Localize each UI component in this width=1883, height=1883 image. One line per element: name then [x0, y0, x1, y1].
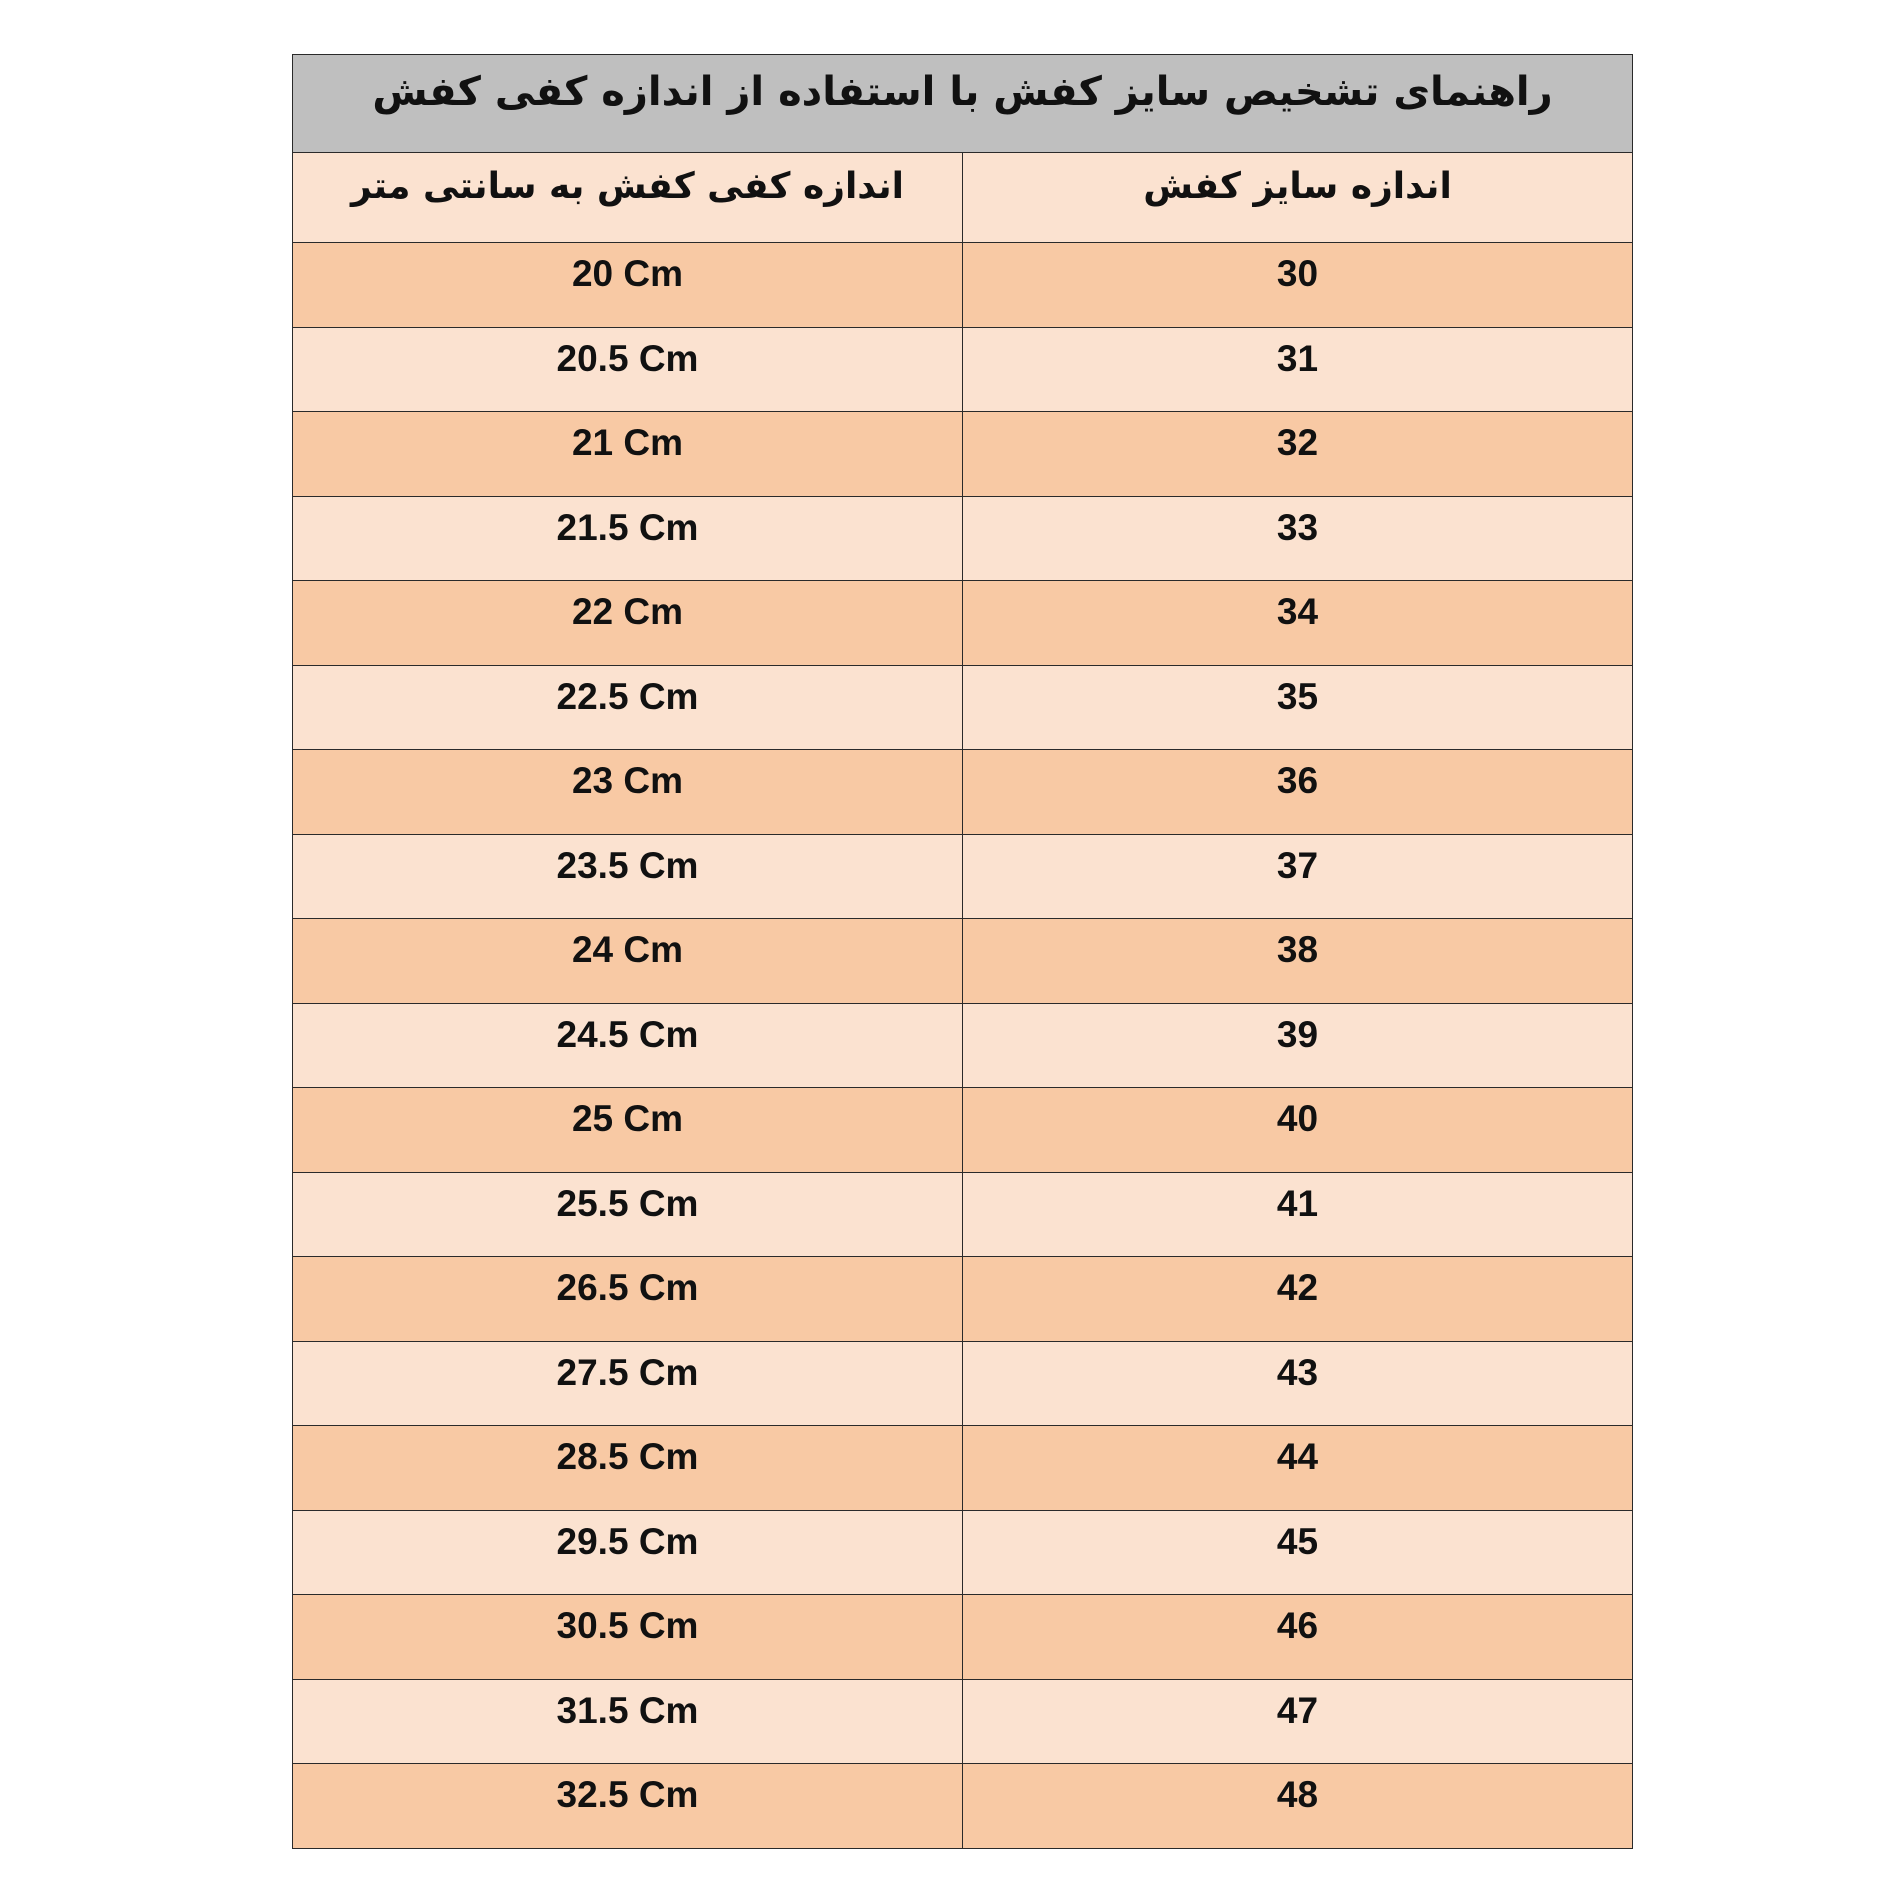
shoe-size-cell: 43 — [963, 1341, 1633, 1426]
insole-cell: 23.5 Cm — [293, 834, 963, 919]
header-row — [293, 153, 1633, 243]
shoe-size-cell: 35 — [963, 665, 1633, 750]
shoe-size-cell: 42 — [963, 1257, 1633, 1342]
insole-cell: 23 Cm — [293, 750, 963, 835]
table-row — [293, 1679, 1633, 1764]
shoe-size-cell: 45 — [963, 1510, 1633, 1595]
table-row — [293, 1764, 1633, 1849]
shoe-size-cell: 34 — [963, 581, 1633, 666]
insole-cell: 29.5 Cm — [293, 1510, 963, 1595]
insole-cell: 28.5 Cm — [293, 1426, 963, 1511]
table-title: راهنمای تشخیص سایز کفش با استفاده از اندازه کفی کفش — [293, 55, 1633, 153]
shoe-size-cell: 48 — [963, 1764, 1633, 1849]
table-row — [293, 327, 1633, 412]
shoe-size-cell: 37 — [963, 834, 1633, 919]
insole-cell: 25 Cm — [293, 1088, 963, 1173]
shoe-size-cell: 47 — [963, 1679, 1633, 1764]
insole-cell: 27.5 Cm — [293, 1341, 963, 1426]
insole-cell: 30.5 Cm — [293, 1595, 963, 1680]
shoe-size-cell: 39 — [963, 1003, 1633, 1088]
insole-cell: 22.5 Cm — [293, 665, 963, 750]
table-row — [293, 496, 1633, 581]
table-row — [293, 750, 1633, 835]
shoe-size-cell: 31 — [963, 327, 1633, 412]
table-row — [293, 1510, 1633, 1595]
insole-cell: 31.5 Cm — [293, 1679, 963, 1764]
shoe-size-cell: 38 — [963, 919, 1633, 1004]
table-row — [293, 1426, 1633, 1511]
table-row — [293, 1257, 1633, 1342]
shoe-size-table — [292, 54, 1633, 1849]
shoe-size-cell: 30 — [963, 243, 1633, 328]
shoe-size-cell: 46 — [963, 1595, 1633, 1680]
table-row — [293, 1088, 1633, 1173]
shoe-size-cell: 32 — [963, 412, 1633, 497]
table-row — [293, 1595, 1633, 1680]
table-row — [293, 919, 1633, 1004]
insole-cell: 24 Cm — [293, 919, 963, 1004]
table-row — [293, 1172, 1633, 1257]
title-row — [293, 55, 1633, 153]
header-shoe-size: اندازه سایز کفش — [963, 153, 1633, 243]
table-row — [293, 412, 1633, 497]
insole-cell: 21 Cm — [293, 412, 963, 497]
shoe-size-cell: 36 — [963, 750, 1633, 835]
insole-cell: 25.5 Cm — [293, 1172, 963, 1257]
insole-cell: 22 Cm — [293, 581, 963, 666]
insole-cell: 24.5 Cm — [293, 1003, 963, 1088]
insole-cell: 26.5 Cm — [293, 1257, 963, 1342]
table-row — [293, 581, 1633, 666]
table-row — [293, 1341, 1633, 1426]
insole-cell: 32.5 Cm — [293, 1764, 963, 1849]
insole-cell: 21.5 Cm — [293, 496, 963, 581]
table-row — [293, 243, 1633, 328]
table-row — [293, 1003, 1633, 1088]
shoe-size-cell: 44 — [963, 1426, 1633, 1511]
table-row — [293, 834, 1633, 919]
insole-cell: 20.5 Cm — [293, 327, 963, 412]
table-body — [293, 55, 1633, 1849]
shoe-size-cell: 40 — [963, 1088, 1633, 1173]
shoe-size-cell: 33 — [963, 496, 1633, 581]
insole-cell: 20 Cm — [293, 243, 963, 328]
shoe-size-cell: 41 — [963, 1172, 1633, 1257]
header-insole-cm: اندازه کفی کفش به سانتی متر — [293, 153, 963, 243]
table-row — [293, 665, 1633, 750]
